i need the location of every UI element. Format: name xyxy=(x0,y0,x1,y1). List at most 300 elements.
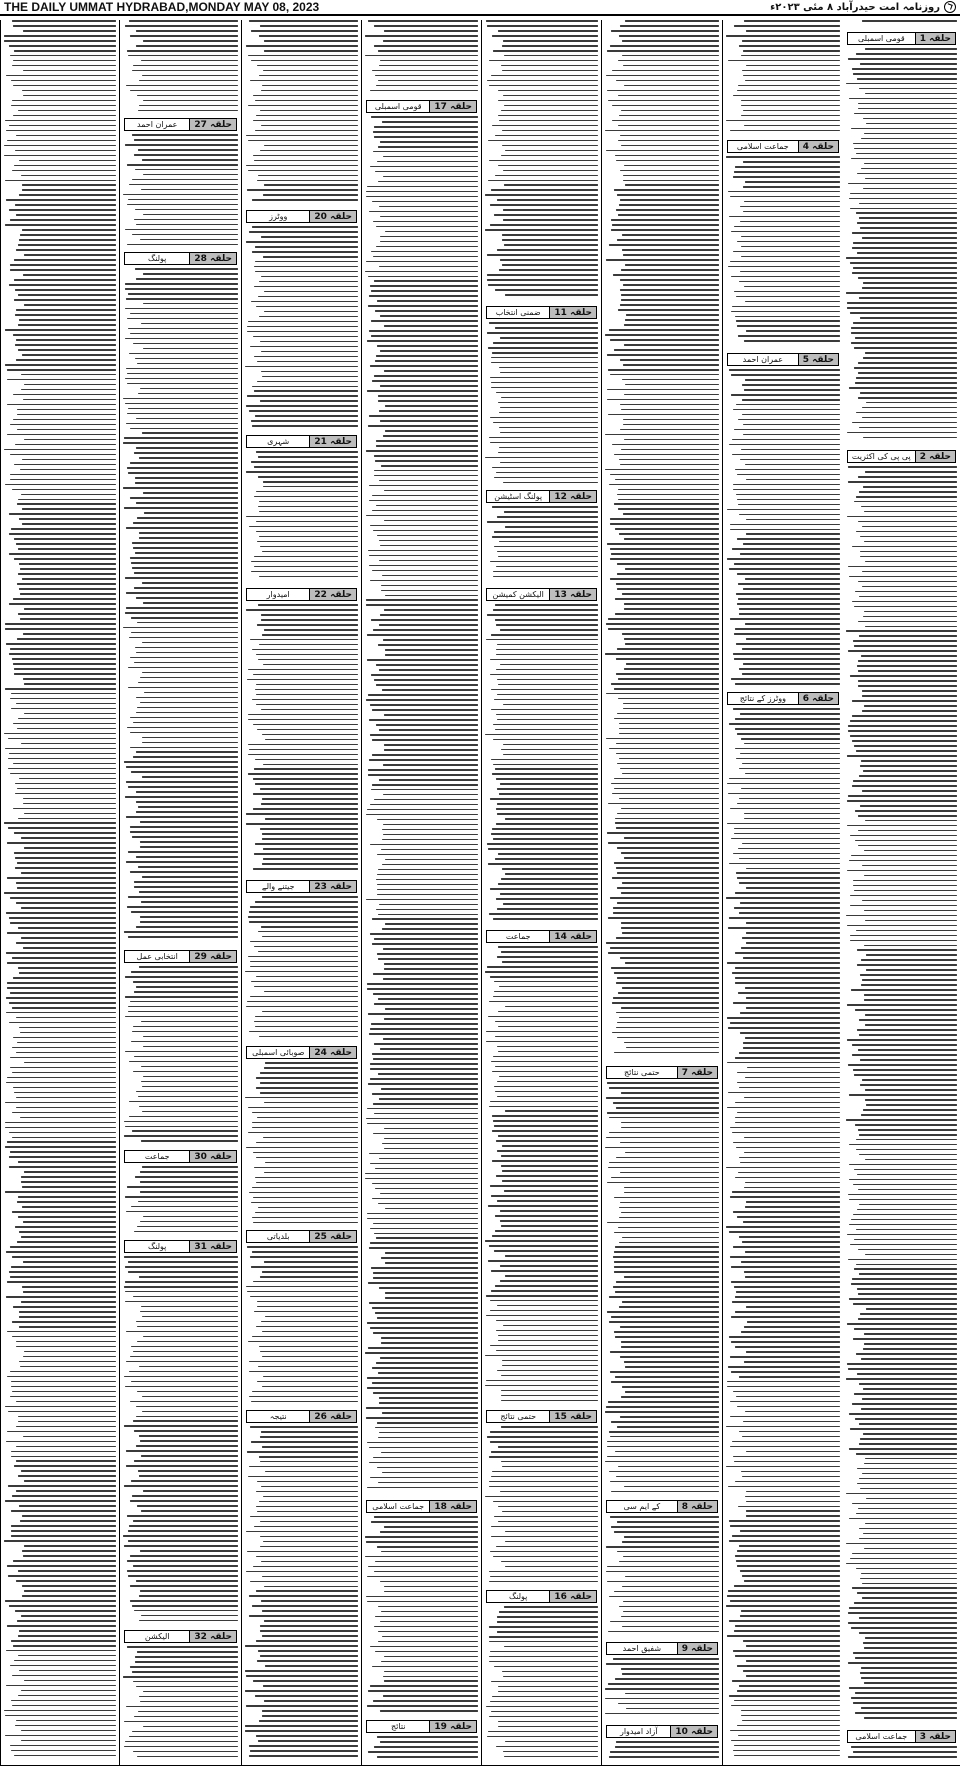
article-text xyxy=(245,1062,358,1227)
text-line xyxy=(380,420,478,422)
text-line xyxy=(846,83,957,85)
text-line xyxy=(254,286,358,288)
text-line xyxy=(383,834,478,836)
text-line xyxy=(863,1533,957,1535)
text-line xyxy=(376,909,478,911)
text-line xyxy=(378,998,478,1000)
text-line xyxy=(863,437,957,439)
text-line xyxy=(261,276,358,278)
text-line xyxy=(13,115,116,117)
text-line xyxy=(494,1666,598,1668)
text-line xyxy=(262,634,358,636)
text-line xyxy=(254,466,358,468)
text-line xyxy=(11,1700,116,1702)
text-line xyxy=(625,643,720,645)
text-line xyxy=(136,652,238,654)
text-line xyxy=(850,1558,957,1560)
text-line xyxy=(729,863,840,865)
text-line xyxy=(500,1280,598,1282)
text-line xyxy=(614,1266,719,1268)
text-line xyxy=(618,678,719,680)
text-line xyxy=(369,759,478,761)
article-text xyxy=(4,20,116,1765)
text-line xyxy=(248,754,358,756)
text-line xyxy=(621,1668,719,1670)
text-line xyxy=(18,499,116,501)
text-line xyxy=(246,241,358,243)
text-line xyxy=(729,1695,840,1697)
text-line xyxy=(21,937,116,939)
text-line xyxy=(377,1546,478,1548)
text-line xyxy=(611,683,719,685)
text-line xyxy=(137,622,238,624)
text-line xyxy=(10,1665,116,1667)
text-line xyxy=(130,1356,238,1358)
text-line xyxy=(377,1317,478,1319)
text-line xyxy=(732,1191,840,1193)
text-line xyxy=(846,1119,957,1121)
article-text xyxy=(605,1516,719,1639)
text-line xyxy=(23,1356,116,1358)
text-line xyxy=(490,798,598,800)
text-line xyxy=(496,669,598,671)
text-line xyxy=(134,1430,238,1432)
text-line xyxy=(495,768,598,770)
section-header xyxy=(246,588,357,601)
text-line xyxy=(735,1177,840,1179)
text-line xyxy=(17,583,116,585)
text-line xyxy=(488,1016,598,1018)
text-line xyxy=(9,1271,116,1273)
text-line xyxy=(854,1268,957,1270)
text-line xyxy=(7,877,116,879)
text-line xyxy=(22,184,116,186)
text-line xyxy=(505,1566,598,1568)
text-line xyxy=(746,932,840,934)
text-line xyxy=(730,1525,840,1527)
text-line xyxy=(372,918,478,920)
text-line xyxy=(137,95,238,97)
text-line xyxy=(497,788,598,790)
section-number: حلقہ 1 xyxy=(915,33,955,44)
text-line xyxy=(495,175,598,177)
text-line xyxy=(612,1002,719,1004)
section-title: انتخابی عمل xyxy=(136,952,178,961)
article-text xyxy=(245,20,358,207)
text-line xyxy=(737,733,840,735)
text-line xyxy=(370,1163,478,1165)
text-line xyxy=(381,1551,478,1553)
text-line xyxy=(621,1092,719,1094)
text-line xyxy=(490,1576,598,1578)
section-header xyxy=(246,1410,357,1423)
text-line xyxy=(378,1631,478,1633)
text-line xyxy=(15,289,116,291)
section-number: حلقہ 30 xyxy=(189,1151,236,1162)
text-line xyxy=(17,1620,116,1622)
text-line xyxy=(133,1351,238,1353)
text-line xyxy=(613,1286,719,1288)
text-line xyxy=(141,323,238,325)
text-line xyxy=(491,1711,598,1713)
text-line xyxy=(378,958,478,960)
text-line xyxy=(494,1086,598,1088)
text-line xyxy=(21,1176,116,1178)
text-line xyxy=(847,825,957,827)
text-line xyxy=(606,738,719,740)
text-line xyxy=(256,1640,358,1642)
text-line xyxy=(18,927,116,929)
text-line xyxy=(734,25,840,27)
text-line xyxy=(745,379,840,381)
text-line xyxy=(619,1207,719,1209)
text-line xyxy=(619,1606,719,1608)
section-header xyxy=(124,252,237,265)
text-line xyxy=(9,284,116,286)
text-line xyxy=(735,1655,840,1657)
text-line xyxy=(137,363,238,365)
text-line xyxy=(852,247,957,249)
text-line xyxy=(367,1576,478,1578)
text-line xyxy=(10,1371,116,1373)
text-line xyxy=(256,1142,358,1144)
text-line xyxy=(746,479,840,481)
text-line xyxy=(859,491,957,493)
text-line xyxy=(740,271,840,273)
text-line xyxy=(616,1107,719,1109)
text-line xyxy=(133,981,238,983)
text-line xyxy=(623,284,719,286)
text-line xyxy=(370,734,478,736)
text-line xyxy=(496,1546,598,1548)
text-line xyxy=(624,1187,719,1189)
text-line xyxy=(384,1128,478,1130)
text-line xyxy=(609,1162,719,1164)
text-line xyxy=(502,961,598,963)
text-line xyxy=(17,429,116,431)
text-line xyxy=(16,214,116,216)
text-line xyxy=(246,165,358,167)
text-line xyxy=(607,90,719,92)
text-line xyxy=(737,1216,840,1218)
text-line xyxy=(127,1560,238,1562)
text-line xyxy=(11,693,116,695)
text-line xyxy=(10,992,116,994)
text-line xyxy=(10,1057,116,1059)
text-line xyxy=(743,588,840,590)
text-line xyxy=(385,405,478,407)
text-line xyxy=(746,1007,840,1009)
section-header xyxy=(486,490,597,503)
text-line xyxy=(263,1137,358,1139)
text-line xyxy=(729,1520,840,1522)
text-line xyxy=(140,1440,238,1442)
text-line xyxy=(490,1701,598,1703)
text-line xyxy=(124,1256,238,1258)
text-line xyxy=(257,1481,358,1483)
text-line xyxy=(495,327,598,329)
text-line xyxy=(370,580,478,582)
text-line xyxy=(745,80,840,82)
text-line xyxy=(486,1031,598,1033)
text-line xyxy=(142,737,238,739)
text-line xyxy=(367,1322,478,1324)
text-line xyxy=(261,709,358,711)
text-line xyxy=(620,429,719,431)
text-line xyxy=(373,131,478,133)
text-line xyxy=(737,1082,840,1084)
text-line xyxy=(18,1421,116,1423)
text-line xyxy=(622,593,719,595)
text-line xyxy=(853,1751,957,1753)
text-line xyxy=(619,533,719,535)
text-line xyxy=(24,1680,116,1682)
text-line xyxy=(858,1293,957,1295)
text-line xyxy=(18,1216,116,1218)
text-line xyxy=(734,1630,840,1632)
text-line xyxy=(264,629,358,631)
text-line xyxy=(625,962,719,964)
text-line xyxy=(727,1635,840,1637)
text-line xyxy=(136,1091,238,1093)
column-4 xyxy=(481,20,601,1765)
text-line xyxy=(19,1316,116,1318)
text-line xyxy=(737,241,840,243)
text-line xyxy=(372,1053,478,1055)
text-line xyxy=(5,1406,116,1408)
text-line xyxy=(619,204,719,206)
text-line xyxy=(494,991,598,993)
text-line xyxy=(13,85,116,87)
text-line xyxy=(856,1453,957,1455)
text-line xyxy=(741,246,840,248)
text-line xyxy=(256,1735,358,1737)
text-line xyxy=(498,853,598,855)
text-line xyxy=(7,1141,116,1143)
section-number: حلقہ 32 xyxy=(189,1631,236,1642)
text-line xyxy=(374,799,478,801)
text-line xyxy=(498,90,598,92)
text-line xyxy=(497,1631,598,1633)
text-line xyxy=(618,698,719,700)
text-line xyxy=(501,65,598,67)
text-line xyxy=(623,175,719,177)
text-line xyxy=(262,798,358,800)
text-line xyxy=(4,449,116,451)
text-line xyxy=(130,1666,238,1668)
text-line xyxy=(140,677,238,679)
text-line xyxy=(143,214,238,216)
text-line xyxy=(132,179,238,181)
text-line xyxy=(6,912,116,914)
text-line xyxy=(618,1227,719,1229)
text-line xyxy=(376,445,478,447)
text-line xyxy=(5,1191,116,1193)
text-line xyxy=(610,578,719,580)
text-line xyxy=(367,1218,478,1220)
text-line xyxy=(624,638,719,640)
text-line xyxy=(140,1590,238,1592)
text-line xyxy=(129,1525,238,1527)
text-line xyxy=(866,1104,957,1106)
text-line xyxy=(746,330,840,332)
text-line xyxy=(134,452,238,454)
text-line xyxy=(615,818,719,820)
text-line xyxy=(128,1011,238,1013)
text-line xyxy=(742,673,840,675)
text-line xyxy=(746,942,840,944)
text-line xyxy=(727,1595,840,1597)
text-line xyxy=(745,181,840,183)
text-line xyxy=(862,710,957,712)
text-line xyxy=(745,1077,840,1079)
text-line xyxy=(741,1471,840,1473)
text-line xyxy=(497,516,598,518)
text-line xyxy=(379,1432,478,1434)
text-line xyxy=(24,1480,116,1482)
text-line xyxy=(19,518,116,520)
text-line xyxy=(497,199,598,201)
text-line xyxy=(377,953,478,955)
text-line xyxy=(371,116,478,118)
text-line xyxy=(373,629,478,631)
text-line xyxy=(859,1538,957,1540)
text-line xyxy=(262,863,358,865)
text-line xyxy=(611,1491,719,1493)
text-line xyxy=(488,1260,598,1262)
text-line xyxy=(616,658,719,660)
text-line xyxy=(380,241,478,243)
text-line xyxy=(377,884,478,886)
text-line xyxy=(371,320,478,322)
text-line xyxy=(742,843,840,845)
text-line xyxy=(141,60,238,62)
text-line xyxy=(855,1418,957,1420)
text-line xyxy=(504,1190,598,1192)
text-line xyxy=(256,1491,358,1493)
text-line xyxy=(264,1067,358,1069)
text-line xyxy=(744,813,840,815)
text-line xyxy=(141,1066,238,1068)
text-line xyxy=(496,714,598,716)
text-line xyxy=(7,1281,116,1283)
text-line xyxy=(618,95,719,97)
text-line xyxy=(853,1652,957,1654)
text-line xyxy=(493,764,598,766)
text-line xyxy=(624,603,719,605)
text-line xyxy=(733,1650,840,1652)
text-line xyxy=(734,1700,840,1702)
text-line xyxy=(733,853,840,855)
text-line xyxy=(385,1208,478,1210)
text-line xyxy=(141,901,238,903)
text-line xyxy=(857,78,957,80)
text-line xyxy=(612,224,719,226)
text-line xyxy=(22,1515,116,1517)
text-line xyxy=(847,307,957,309)
text-line xyxy=(496,1350,598,1352)
section-header xyxy=(246,435,357,448)
text-line xyxy=(14,50,116,52)
text-line xyxy=(489,60,598,62)
text-line xyxy=(497,644,598,646)
text-line xyxy=(249,1595,358,1597)
text-line xyxy=(611,967,719,969)
text-line xyxy=(856,377,957,379)
text-line xyxy=(489,160,598,162)
text-line xyxy=(246,135,358,137)
text-line xyxy=(615,1746,719,1748)
text-line xyxy=(609,1756,719,1758)
text-line xyxy=(736,1291,840,1293)
text-line xyxy=(619,459,719,461)
text-line xyxy=(862,979,957,981)
text-line xyxy=(18,349,116,351)
text-line xyxy=(847,1363,957,1365)
text-line xyxy=(131,771,238,773)
article-text xyxy=(605,20,719,1063)
text-line xyxy=(618,992,719,994)
text-line xyxy=(369,330,478,332)
text-line xyxy=(743,424,840,426)
text-line xyxy=(857,1174,957,1176)
text-line xyxy=(257,1511,358,1513)
text-line xyxy=(608,628,719,630)
text-line xyxy=(852,272,957,274)
text-line xyxy=(489,1481,598,1483)
text-line xyxy=(621,927,719,929)
text-line xyxy=(18,1475,116,1477)
text-line xyxy=(491,1536,598,1538)
text-line xyxy=(624,1276,719,1278)
text-line xyxy=(863,1642,957,1644)
text-line xyxy=(498,1026,598,1028)
text-line xyxy=(865,920,957,922)
text-line xyxy=(856,930,957,932)
text-line xyxy=(262,734,358,736)
text-line xyxy=(615,479,719,481)
text-line xyxy=(12,489,116,491)
text-line xyxy=(373,221,478,223)
text-line xyxy=(379,560,478,562)
text-line xyxy=(862,1473,957,1475)
text-line xyxy=(858,680,957,682)
text-line xyxy=(733,653,840,655)
text-line xyxy=(738,85,840,87)
text-line xyxy=(8,1411,116,1413)
text-line xyxy=(608,1167,719,1169)
text-line xyxy=(253,778,358,780)
text-line xyxy=(372,739,478,741)
text-line xyxy=(7,1376,116,1378)
text-line xyxy=(256,306,358,308)
text-line xyxy=(501,1461,598,1463)
text-line xyxy=(860,551,957,553)
text-line xyxy=(19,563,116,565)
text-line xyxy=(862,865,957,867)
text-line xyxy=(377,889,478,891)
text-line xyxy=(259,644,358,646)
text-line xyxy=(11,105,116,107)
text-line xyxy=(20,593,116,595)
text-line xyxy=(743,110,840,112)
text-line xyxy=(248,916,358,918)
text-line xyxy=(620,768,719,770)
text-line xyxy=(622,55,719,57)
text-line xyxy=(611,229,719,231)
article-text xyxy=(485,20,598,303)
text-line xyxy=(611,553,719,555)
